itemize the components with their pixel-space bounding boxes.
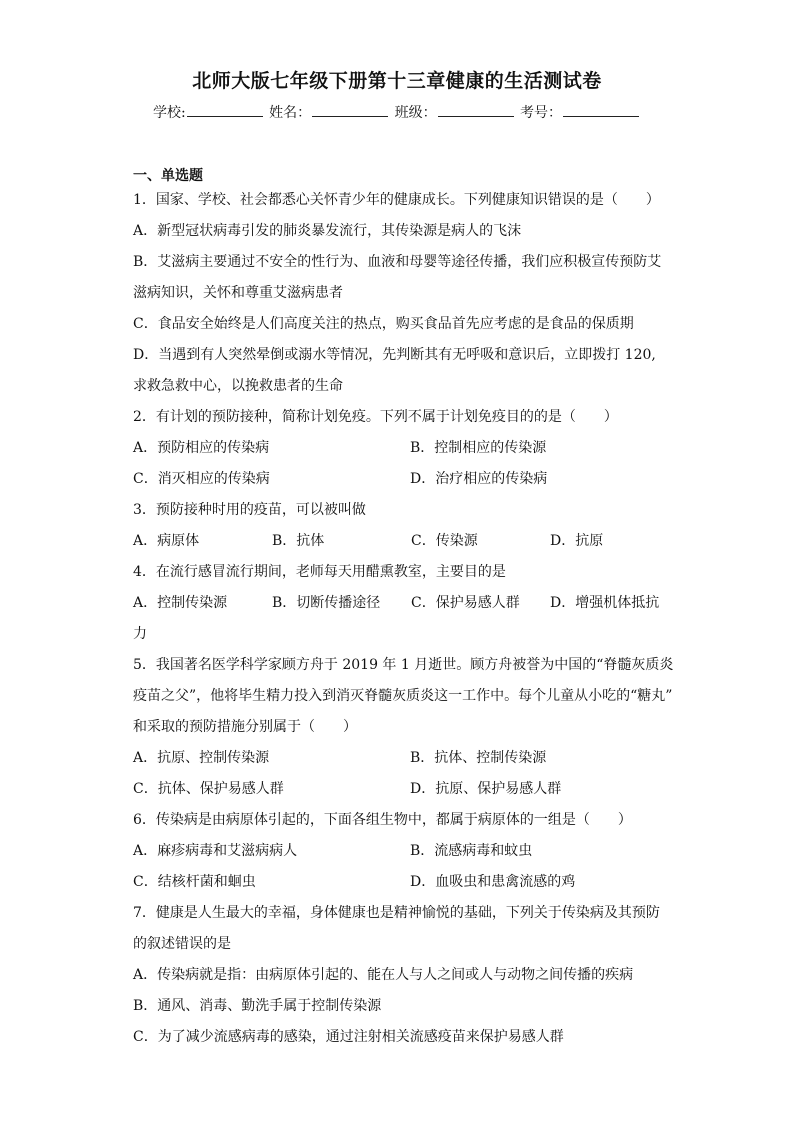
- question-5-stem-line2: 疫苗之父”，他将毕生精力投入到消灭脊髓灰质炎这一工作中。每个儿童从小吃的“糖丸”: [133, 688, 673, 704]
- name-blank[interactable]: [312, 103, 388, 117]
- question-4-options: [133, 588, 663, 619]
- question-5-options-row1: [133, 743, 663, 774]
- question-5-option-c[interactable]: C．抗体、保护易感人群: [133, 781, 284, 797]
- question-2-option-b[interactable]: B．控制相应的传染源: [410, 440, 547, 456]
- school-label: 学校:: [152, 105, 186, 121]
- question-list: [133, 185, 674, 1053]
- question-2-stem: 2．有计划的预防接种，简称计划免疫。下列不属于计划免疫目的的是（ ）: [133, 409, 618, 425]
- question-2-option-c[interactable]: C．消灭相应的传染病: [133, 471, 270, 487]
- question-4-option-d-continued[interactable]: 力: [133, 626, 147, 642]
- question-2-options-row2: [133, 464, 663, 495]
- question-3-stem: 3．预防接种时用的疫苗，可以被叫做: [133, 502, 366, 518]
- question-2-options-row1: [133, 433, 663, 464]
- name-label: 姓名：: [269, 105, 312, 121]
- question-6-option-d[interactable]: D．血吸虫和患禽流感的鸡: [410, 874, 576, 890]
- question-6-option-a[interactable]: A．麻疹病毒和艾滋病病人: [133, 843, 298, 859]
- question-5-stem-line1: 5．我国著名医学科学家顾方舟于 2019 年 1 月逝世。顾方舟被誉为中国的“脊髓灰质炎: [133, 657, 674, 673]
- question-3-option-a[interactable]: A．病原体: [133, 533, 200, 549]
- question-2-option-d[interactable]: D．治疗相应的传染病: [410, 471, 548, 487]
- question-1-option-b-line2[interactable]: 滋病知识，关怀和尊重艾滋病患者: [133, 285, 343, 301]
- question-6-options-row2: [133, 867, 663, 898]
- class-label: 班级：: [394, 105, 437, 121]
- question-5-option-d[interactable]: D．抗原、保护易感人群: [410, 781, 562, 797]
- question-6-stem: 6．传染病是由病原体引起的，下面各组生物中，都属于病原体的一组是（ ）: [133, 812, 632, 828]
- question-7-stem-line1: 7．健康是人生最大的幸福，身体健康也是精神愉悦的基础，下列关于传染病及其预防: [133, 905, 660, 921]
- section-heading: 一、单选题: [133, 168, 203, 184]
- question-4-stem: 4．在流行感冒流行期间，老师每天用醋熏教室，主要目的是: [133, 564, 506, 580]
- question-1-option-a[interactable]: A．新型冠状病毒引发的肺炎暴发流行，其传染源是病人的飞沫: [133, 223, 522, 239]
- question-4-option-b[interactable]: B．切断传播途径: [272, 595, 381, 611]
- question-4-option-a[interactable]: A．控制传染源: [133, 595, 228, 611]
- page-title: 北师大版七年级下册第十三章健康的生活测试卷: [192, 70, 602, 92]
- question-3-option-d[interactable]: D．抗原: [550, 533, 604, 549]
- question-5-option-a[interactable]: A．抗原、控制传染源: [133, 750, 270, 766]
- question-4-option-d[interactable]: D．增强机体抵抗: [550, 595, 660, 611]
- question-3-options: [133, 526, 663, 557]
- question-5-options-row2: [133, 774, 663, 805]
- student-info-row: [0, 102, 794, 122]
- question-1-option-d-line1[interactable]: D．当遇到有人突然晕倒或溺水等情况，先判断其有无呼吸和意识后，立即拨打 120,: [133, 347, 656, 363]
- question-3-option-b[interactable]: B．抗体: [272, 533, 325, 549]
- class-blank[interactable]: [438, 103, 514, 117]
- question-7-option-a[interactable]: A．传染病就是指：由病原体引起的、能在人与人之间或人与动物之间传播的疾病: [133, 967, 634, 983]
- question-6-options-row1: [133, 836, 663, 867]
- question-4-option-c[interactable]: C．保护易感人群: [411, 595, 520, 611]
- exam-no-label: 考号：: [520, 105, 563, 121]
- question-6-option-b[interactable]: B．流感病毒和蚊虫: [410, 843, 533, 859]
- question-5-option-b[interactable]: B．抗体、控制传染源: [410, 750, 547, 766]
- question-1-option-c[interactable]: C．食品安全始终是人们高度关注的热点，购买食品首先应考虑的是食品的保质期: [133, 316, 634, 332]
- question-6-option-c[interactable]: C．结核杆菌和蛔虫: [133, 874, 256, 890]
- question-1-option-d-line2[interactable]: 求救急救中心，以挽救患者的生命: [133, 378, 343, 394]
- question-1-option-b-line1[interactable]: B．艾滋病主要通过不安全的性行为、血液和母婴等途径传播，我们应积极宣传预防艾: [133, 254, 662, 270]
- question-5-stem-line3: 和采取的预防措施分别属于（ ）: [133, 719, 357, 735]
- question-3-option-c[interactable]: C．传染源: [411, 533, 478, 549]
- question-7-option-b[interactable]: B．通风、消毒、勤洗手属于控制传染源: [133, 998, 382, 1014]
- question-2-option-a[interactable]: A．预防相应的传染病: [133, 440, 270, 456]
- school-blank[interactable]: [187, 103, 263, 117]
- question-1-stem: 1．国家、学校、社会都悉心关怀青少年的健康成长。下列健康知识错误的是（ ）: [133, 192, 660, 208]
- question-7-stem-line2: 的叙述错误的是: [133, 936, 231, 952]
- exam-no-blank[interactable]: [563, 103, 639, 117]
- question-7-option-c[interactable]: C．为了减少流感病毒的感染，通过注射相关流感疫苗来保护易感人群: [133, 1029, 564, 1045]
